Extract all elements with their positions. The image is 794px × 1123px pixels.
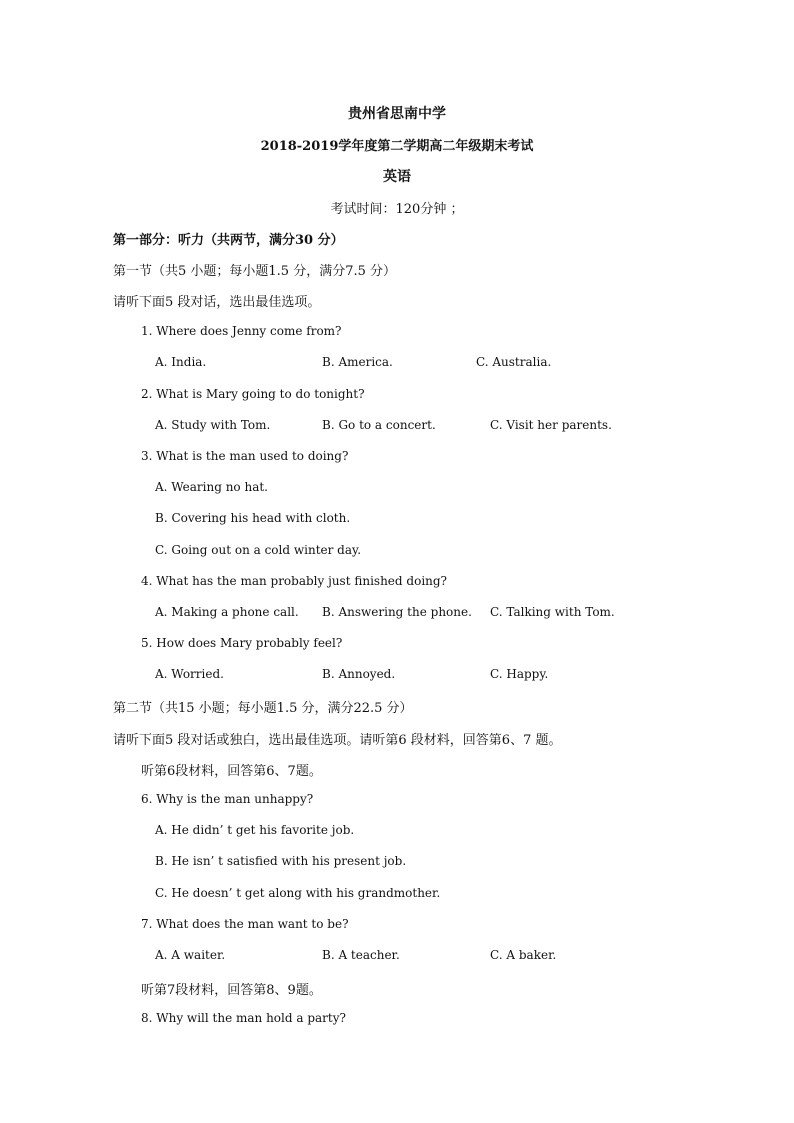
q2-option-c: C. Visit her parents. (490, 418, 612, 432)
q4-option-b: B. Answering the phone. (322, 605, 472, 619)
question-4: 4. What has the man probably just finished doing? (141, 574, 447, 588)
q1-option-b: B. America. (322, 355, 393, 369)
q5-option-c: C. Happy. (490, 667, 549, 681)
q6-option-a: A. He didn’ t get his favorite job. (155, 823, 355, 837)
q2-option-a: A. Study with Tom. (155, 418, 271, 432)
q5-option-a: A. Worried. (155, 667, 224, 681)
material-7-note: 听第7段材料，回答第8、9题。 (141, 983, 322, 998)
question-8: 8. Why will the man hold a party? (141, 1011, 346, 1025)
question-1: 1. Where does Jenny come from? (141, 324, 342, 338)
q3-option-c: C. Going out on a cold winter day. (155, 543, 362, 557)
section2-instruction: 请听下面5 段对话或独白，选出最佳选项。请听第6 段材料，回答第6、7 题。 (113, 733, 562, 748)
school-name: 贵州省思南中学 (348, 106, 446, 122)
exam-title: 2018-2019学年度第二学期高二年级期末考试 (260, 139, 534, 154)
section1-title: 第一节（共5 小题；每小题1.5 分，满分7.5 分） (113, 264, 397, 279)
question-7: 7. What does the man want to be? (141, 917, 349, 931)
q4-option-c: C. Talking with Tom. (490, 605, 615, 619)
q5-option-b: B. Annoyed. (322, 667, 396, 681)
question-5: 5. How does Mary probably feel? (141, 636, 343, 650)
q7-option-b: B. A teacher. (322, 948, 400, 962)
question-3: 3. What is the man used to doing? (141, 449, 349, 463)
exam-time: 考试时间：120分钟 ； (330, 202, 464, 217)
q6-option-b: B. He isn’ t satisfied with his present job. (155, 854, 407, 868)
q7-option-c: C. A baker. (490, 948, 557, 962)
part1-title: 第一部分：听力（共两节，满分30 分） (113, 233, 344, 248)
q6-option-c: C. He doesn’ t get along with his grandmother. (155, 886, 441, 900)
section2-title: 第二节（共15 小题；每小题1.5 分，满分22.5 分） (113, 701, 413, 716)
q4-option-a: A. Making a phone call. (155, 605, 299, 619)
question-2: 2. What is Mary going to do tonight? (141, 387, 365, 401)
section1-instruction: 请听下面5 段对话，选出最佳选项。 (113, 295, 321, 310)
q1-option-a: A. India. (155, 355, 207, 369)
q1-option-c: C. Australia. (476, 355, 552, 369)
q2-option-b: B. Go to a concert. (322, 418, 436, 432)
material-6-note: 听第6段材料，回答第6、7题。 (141, 764, 322, 779)
q3-option-a: A. Wearing no hat. (155, 480, 268, 494)
subject-title: 英语 (383, 169, 411, 185)
q7-option-a: A. A waiter. (155, 948, 226, 962)
q3-option-b: B. Covering his head with cloth. (155, 511, 351, 525)
question-6: 6. Why is the man unhappy? (141, 792, 314, 806)
